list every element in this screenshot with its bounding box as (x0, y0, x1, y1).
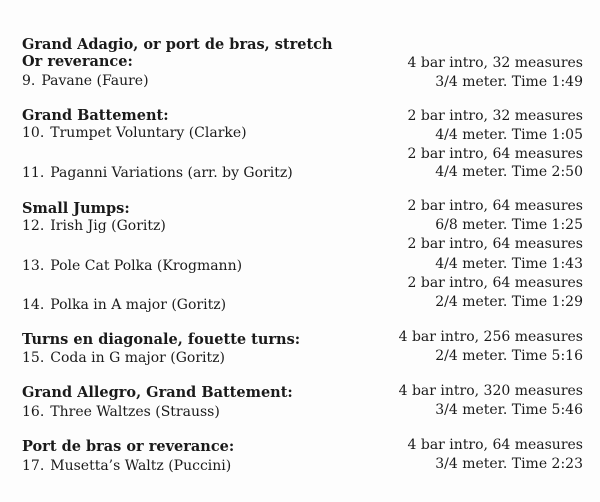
piece-meter-time: 2/4 meter. Time 5:16 (435, 348, 583, 364)
section-heading: Grand Battement: (22, 107, 169, 124)
piece-title: Trumpet Voluntary (Clarke) (50, 125, 247, 141)
piece-meter-time: 4/4 meter. Time 2:50 (435, 164, 583, 180)
piece-number: 15. (22, 350, 45, 366)
piece-meter-time: 3/4 meter. Time 2:23 (435, 456, 583, 472)
piece-title: Three Waltzes (Strauss) (50, 404, 220, 420)
piece-item (22, 458, 231, 475)
piece-number: 10. (22, 125, 45, 141)
piece-intro: 2 bar intro, 32 measures (407, 108, 583, 124)
section-heading: Grand Adagio, or port de bras, stretch (22, 36, 333, 53)
piece-number: 14. (22, 297, 45, 313)
piece-meter-time: 6/8 meter. Time 1:25 (435, 217, 583, 233)
piece-item (22, 350, 225, 367)
piece-intro: 4 bar intro, 32 measures (407, 55, 583, 71)
piece-intro: 4 bar intro, 64 measures (407, 437, 583, 453)
piece-intro: 4 bar intro, 320 measures (398, 383, 583, 399)
piece-intro: 2 bar intro, 64 measures (407, 198, 583, 214)
piece-meter-time: 3/4 meter. Time 1:49 (435, 74, 583, 90)
piece-meter-time: 3/4 meter. Time 5:46 (435, 402, 583, 418)
piece-intro: 4 bar intro, 256 measures (398, 329, 583, 345)
piece-item (22, 125, 247, 142)
piece-meter-time: 4/4 meter. Time 1:43 (435, 256, 583, 272)
section-heading: Small Jumps: (22, 200, 130, 217)
piece-title: Irish Jig (Goritz) (50, 218, 166, 234)
piece-number: 12. (22, 218, 45, 234)
piece-number: 9. (22, 73, 36, 89)
piece-intro: 2 bar intro, 64 measures (407, 236, 583, 252)
section-heading: Turns en diagonale, fouette turns: (22, 331, 301, 348)
section-heading: Port de bras or reverance: (22, 438, 235, 455)
piece-title: Paganni Variations (arr. by Goritz) (50, 165, 293, 181)
section-heading: Or reverance: (22, 53, 133, 70)
piece-number: 17. (22, 458, 45, 474)
piece-title: Pole Cat Polka (Krogmann) (50, 258, 243, 274)
piece-title: Musetta’s Waltz (Puccini) (50, 458, 232, 474)
piece-item (22, 404, 220, 421)
piece-meter-time: 2/4 meter. Time 1:29 (435, 294, 583, 310)
piece-intro: 2 bar intro, 64 measures (407, 275, 583, 291)
piece-title: Coda in G major (Goritz) (50, 350, 225, 366)
piece-item (22, 258, 242, 275)
piece-title: Pavane (Faure) (41, 73, 149, 89)
piece-number: 11. (22, 165, 45, 181)
piece-intro: 2 bar intro, 64 measures (407, 146, 583, 162)
piece-number: 13. (22, 258, 45, 274)
piece-item (22, 218, 166, 235)
piece-meter-time: 4/4 meter. Time 1:05 (435, 127, 583, 143)
piece-item (22, 165, 293, 182)
piece-item (22, 73, 149, 90)
section-heading: Grand Allegro, Grand Battement: (22, 384, 293, 401)
piece-item (22, 297, 226, 314)
piece-title: Polka in A major (Goritz) (50, 297, 227, 313)
piece-number: 16. (22, 404, 45, 420)
